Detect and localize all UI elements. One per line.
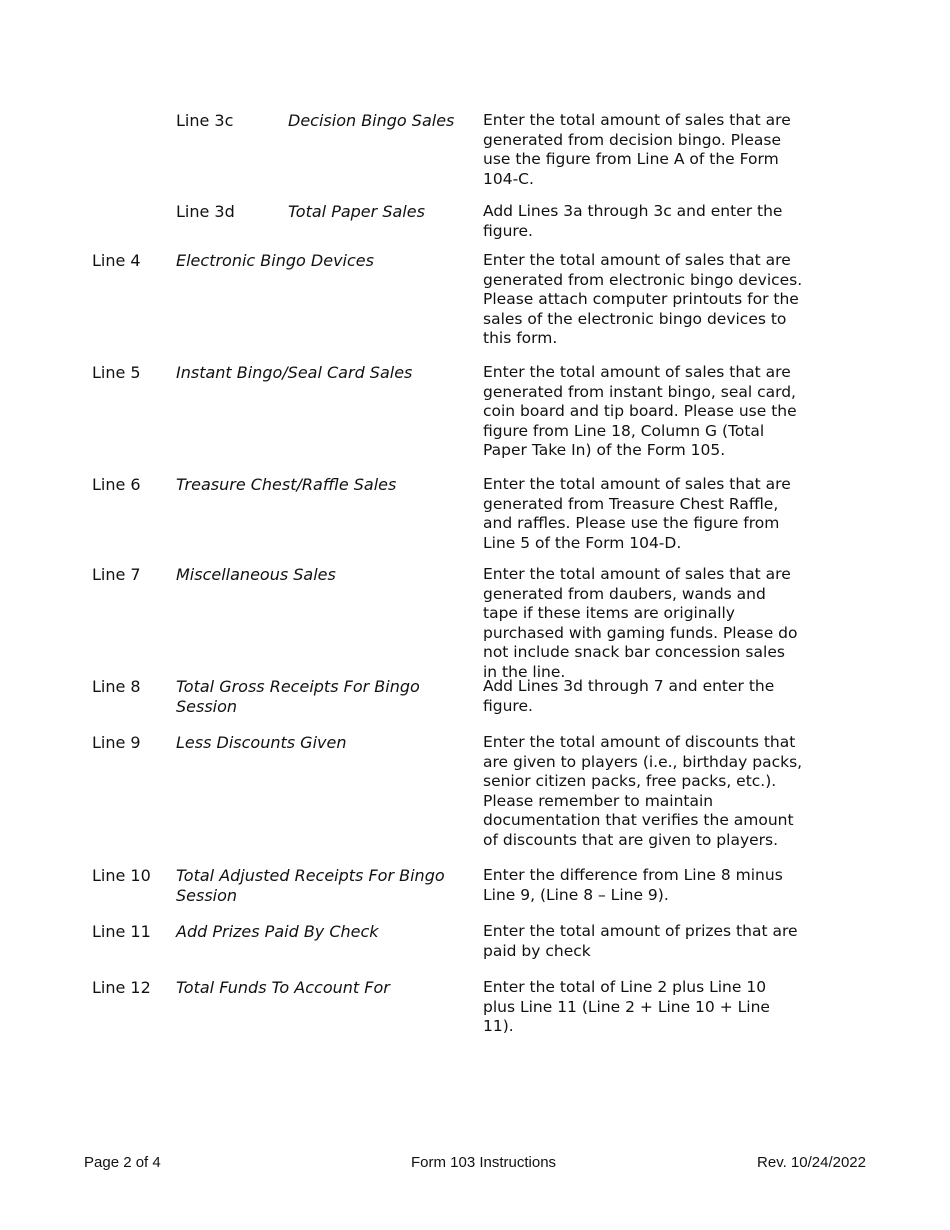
line-description: Add Lines 3a through 3c and enter the figure.: [483, 202, 783, 240]
line-number: Line 8: [92, 677, 141, 696]
line-description: Enter the total amount of sales that are generated from daubers, wands and tape if these items are originally purchased with gaming funds. Please do not include snack bar concession sales in the line.: [483, 565, 798, 681]
line-description: Enter the total amount of sales that are generated from instant bingo, seal card, coin board and tip board. Please use the figure from Line 18, Column G (Total Paper Take In) of the Form 105.: [483, 363, 797, 460]
line-title: Total Adjusted Receipts For Bingo Session: [176, 866, 445, 905]
line-number: Line 5: [92, 363, 141, 382]
revision-date: Rev. 10/24/2022: [757, 1154, 866, 1171]
line-number: Line 6: [92, 475, 141, 494]
line-title: Instant Bingo/Seal Card Sales: [176, 363, 413, 382]
line-number: Line 3c: [176, 111, 234, 130]
line-description: Enter the total amount of discounts that are given to players (i.e., birthday packs, senior citizen packs, free packs, etc.). Please remember to maintain documentation that verifies the amount of discounts that are given to players.: [483, 733, 803, 849]
line-description: Enter the total amount of sales that are generated from decision bingo. Please use the figure from Line A of the Form 104-C.: [483, 111, 791, 188]
line-description: Add Lines 3d through 7 and enter the figure.: [483, 677, 775, 715]
line-title: Treasure Chest/Raffle Sales: [176, 475, 397, 494]
line-description: Enter the total amount of prizes that are paid by check: [483, 922, 798, 960]
line-description: Enter the total amount of sales that are generated from Treasure Chest Raffle, and raffles. Please use the figure from Line 5 of the Form 104-D.: [483, 475, 791, 552]
form-name: Form 103 Instructions: [411, 1154, 557, 1171]
line-title: Total Paper Sales: [288, 202, 425, 221]
line-number: Line 10: [92, 866, 151, 885]
line-number: Line 11: [92, 922, 151, 941]
line-title: Add Prizes Paid By Check: [176, 922, 379, 941]
line-number: Line 9: [92, 733, 141, 752]
line-number: Line 4: [92, 251, 141, 270]
line-title: Miscellaneous Sales: [176, 565, 336, 584]
line-title: Total Gross Receipts For Bingo Session: [176, 677, 420, 716]
line-title: Electronic Bingo Devices: [176, 251, 374, 270]
line-number: Line 7: [92, 565, 141, 584]
line-number: Line 3d: [176, 202, 235, 221]
line-description: Enter the total of Line 2 plus Line 10 plus Line 11 (Line 2 + Line 10 + Line 11).: [483, 978, 770, 1036]
line-description: Enter the difference from Line 8 minus Line 9, (Line 8 – Line 9).: [483, 866, 783, 904]
line-description: Enter the total amount of sales that are generated from electronic bingo devices. Please attach computer printouts for the sales of the electronic bingo devices to this form.: [483, 251, 803, 348]
line-number: Line 12: [92, 978, 151, 997]
page-number: Page 2 of 4: [84, 1154, 161, 1171]
line-title: Less Discounts Given: [176, 733, 347, 752]
line-title: Decision Bingo Sales: [288, 111, 455, 130]
line-title: Total Funds To Account For: [176, 978, 390, 997]
